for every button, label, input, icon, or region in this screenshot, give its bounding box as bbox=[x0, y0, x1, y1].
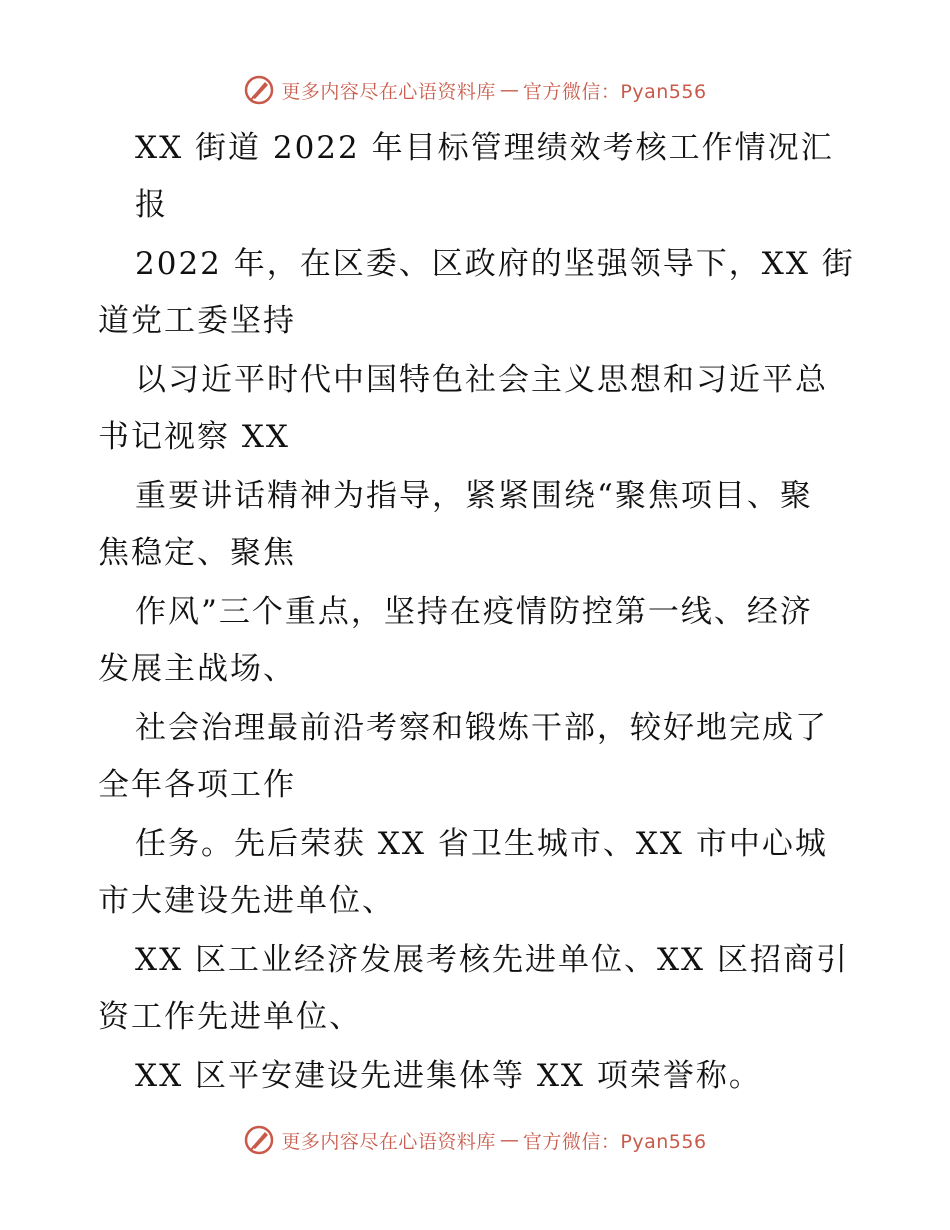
watermark-header bbox=[0, 72, 950, 108]
watermark-separator: — bbox=[499, 79, 519, 101]
paragraph-line: XX 区工业经济发展考核先进单位、XX 区招商引 bbox=[135, 942, 849, 978]
watermark-contact: 官方微信：Pyan556 bbox=[522, 80, 707, 103]
paragraph-line: 重要讲话精神为指导，紧紧围绕“聚焦项目、聚 bbox=[135, 478, 813, 514]
watermark-contact: 官方微信：Pyan556 bbox=[522, 1130, 707, 1153]
paragraph-line: 道党工委坚持 bbox=[98, 303, 296, 339]
document-title-line: XX 街道 2022 年目标管理绩效考核工作情况汇 bbox=[135, 130, 834, 166]
watermark-text: 更多内容尽在心语资料库 bbox=[281, 1130, 496, 1153]
watermark-footer bbox=[0, 1122, 950, 1158]
watermark-text: 更多内容尽在心语资料库 bbox=[281, 80, 496, 103]
paragraph-line: 社会治理最前沿考察和锻炼干部，较好地完成了 bbox=[135, 710, 828, 746]
paragraph-line: 以习近平时代中国特色社会主义思想和习近平总 bbox=[135, 362, 828, 398]
paragraph-line: 任务。先后荣获 XX 省卫生城市、XX 市中心城 bbox=[135, 826, 828, 862]
document-title-line: 报 bbox=[135, 187, 168, 223]
paragraph-line: XX 区平安建设先进集体等 XX 项荣誉称。 bbox=[135, 1058, 762, 1094]
paragraph-line: 市大建设先进单位、 bbox=[98, 883, 395, 919]
paragraph-line: 焦稳定、聚焦 bbox=[98, 535, 296, 571]
paragraph-line: 作风”三个重点，坚持在疫情防控第一线、经济 bbox=[135, 594, 813, 630]
paragraph-line: 书记视察 XX bbox=[98, 419, 290, 455]
watermark-separator: — bbox=[499, 1129, 519, 1151]
paragraph-line: 资工作先进单位、 bbox=[98, 999, 362, 1035]
quill-logo-icon bbox=[243, 74, 275, 106]
paragraph-line: 发展主战场、 bbox=[98, 651, 296, 687]
quill-logo-icon bbox=[243, 1124, 275, 1156]
paragraph-line: 全年各项工作 bbox=[98, 767, 296, 803]
paragraph-line: 2022 年，在区委、区政府的坚强领导下，XX 街 bbox=[135, 246, 855, 282]
